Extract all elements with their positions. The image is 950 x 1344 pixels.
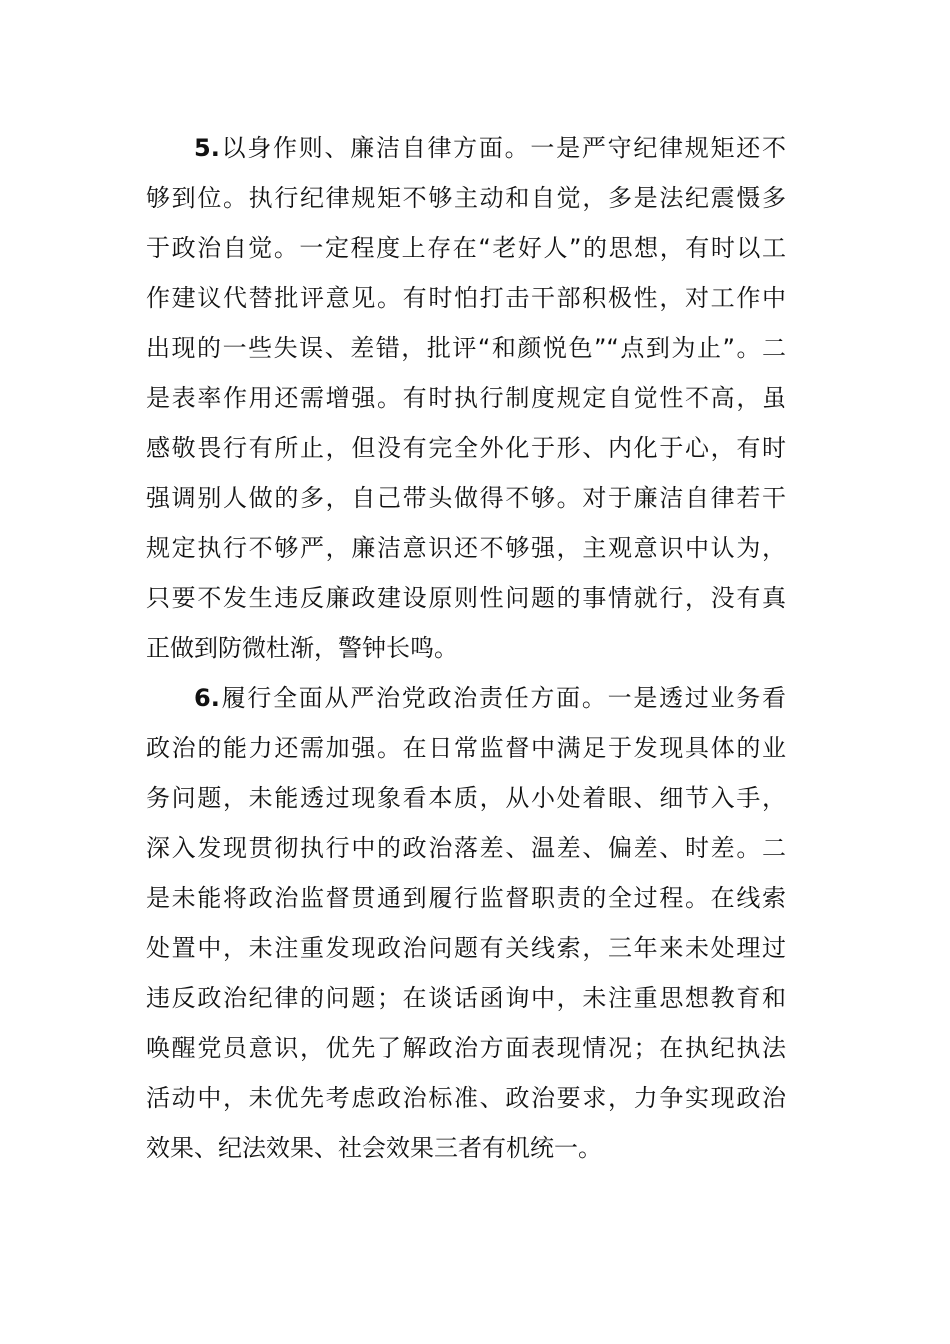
paragraph-line: 规定执行不够严，廉洁意识还不够强，主观意识中认为，	[146, 534, 786, 562]
paragraph-line: 唤醒党员意识，优先了解政治方面表现情况；在执纪执法	[146, 1034, 786, 1062]
paragraph-line: 感敬畏行有所止，但没有完全外化于形、内化于心，有时	[146, 434, 786, 462]
paragraph-line: 是未能将政治监督贯通到履行监督职责的全过程。在线索	[146, 884, 786, 912]
paragraph-line: 够到位。执行纪律规矩不够主动和自觉，多是法纪震慑多	[146, 184, 786, 212]
paragraph-5	[146, 123, 786, 673]
paragraph-line: 只要不发生违反廉政建设原则性问题的事情就行，没有真	[146, 584, 786, 612]
paragraph-line: 活动中，未优先考虑政治标准、政治要求，力争实现政治	[146, 1084, 786, 1112]
paragraph-line: 政治的能力还需加强。在日常监督中满足于发现具体的业	[146, 734, 786, 762]
paragraph-line: 6.履行全面从严治党政治责任方面。一是透过业务看	[194, 684, 786, 712]
paragraph-line: 是表率作用还需增强。有时执行制度规定自觉性不高，虽	[146, 384, 786, 412]
paragraph-line: 正做到防微杜渐，警钟长鸣。	[146, 634, 458, 662]
paragraph-line: 出现的一些失误、差错，批评“和颜悦色”“点到为止”。二	[146, 334, 786, 362]
document-body	[146, 123, 786, 1173]
paragraph-line: 效果、纪法效果、社会效果三者有机统一。	[146, 1134, 602, 1162]
paragraph-line: 作建议代替批评意见。有时怕打击干部积极性，对工作中	[146, 284, 786, 312]
paragraph-line: 于政治自觉。一定程度上存在“老好人”的思想，有时以工	[146, 234, 786, 262]
paragraph-number: 6.	[194, 684, 220, 712]
paragraph-number: 5.	[194, 134, 220, 162]
paragraph-line: 深入发现贯彻执行中的政治落差、温差、偏差、时差。二	[146, 834, 786, 862]
paragraph-line: 务问题，未能透过现象看本质，从小处着眼、细节入手，	[146, 784, 786, 812]
paragraph-line: 违反政治纪律的问题；在谈话函询中，未注重思想教育和	[146, 984, 786, 1012]
paragraph-line: 处置中，未注重发现政治问题有关线索，三年来未处理过	[146, 934, 786, 962]
paragraph-line: 强调别人做的多，自己带头做得不够。对于廉洁自律若干	[146, 484, 786, 512]
paragraph-line: 5.以身作则、廉洁自律方面。一是严守纪律规矩还不	[194, 134, 786, 162]
paragraph-6	[146, 673, 786, 1173]
